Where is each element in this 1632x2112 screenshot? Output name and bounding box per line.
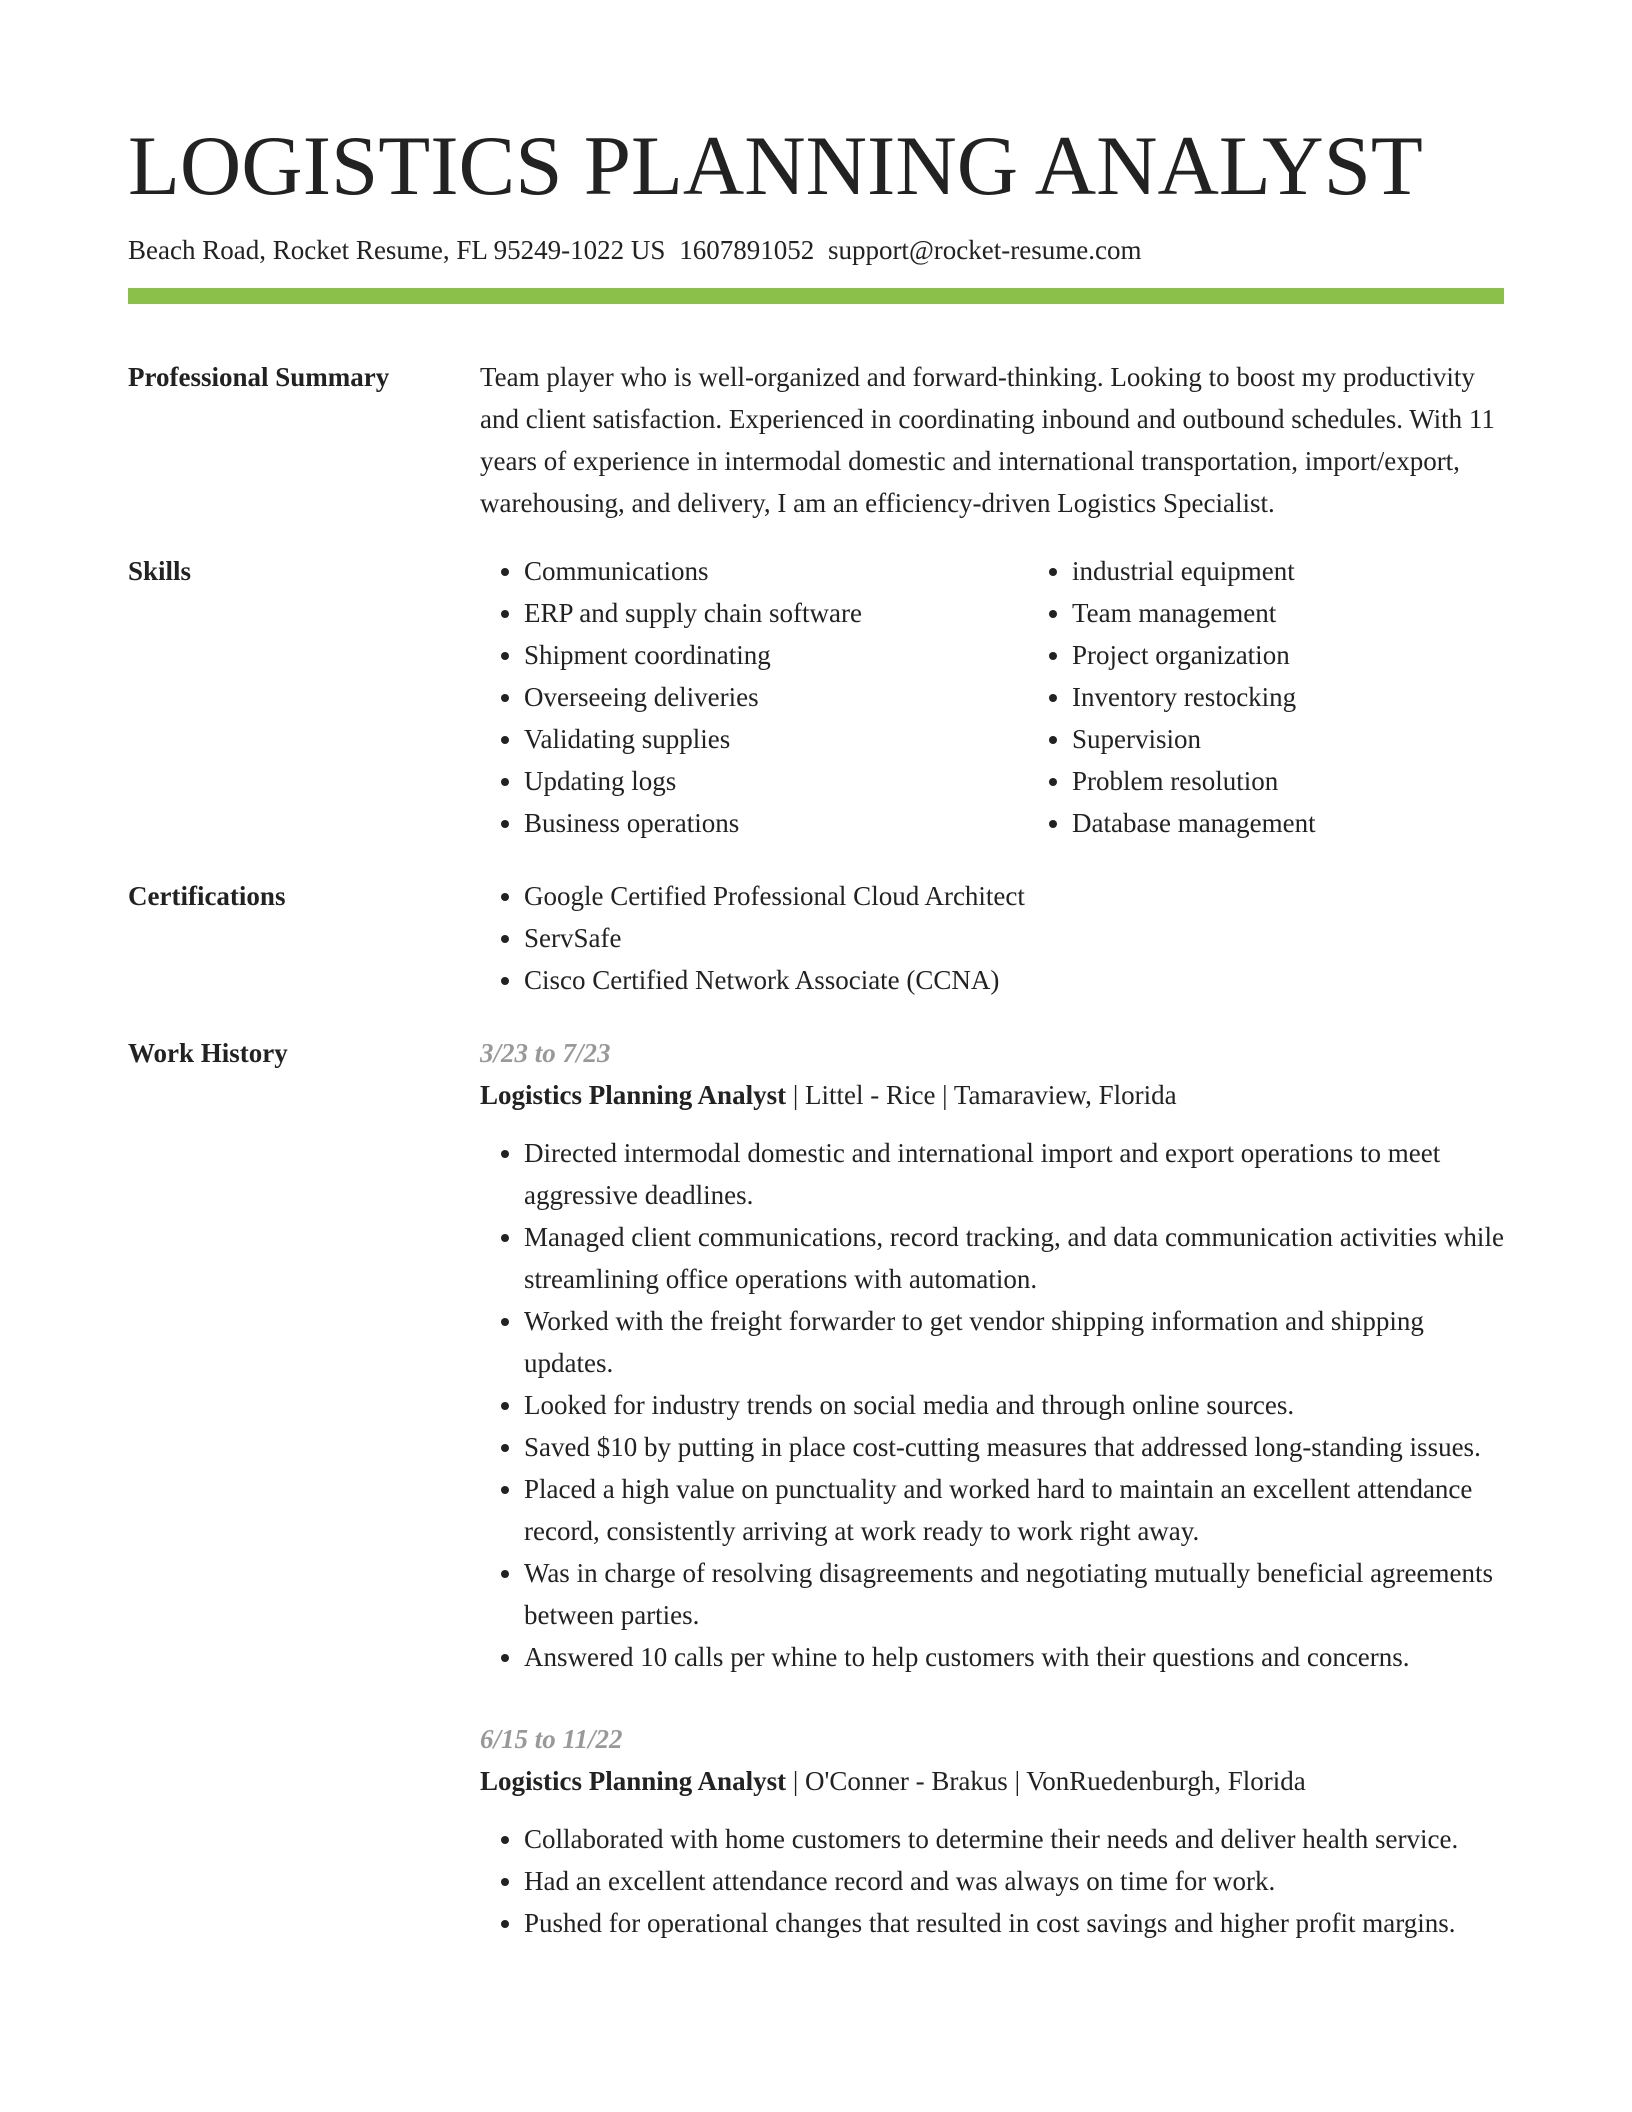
job-entry (480, 1718, 1504, 1944)
section-summary (128, 356, 1504, 524)
skills-list-right (1028, 550, 1576, 844)
resume-page (128, 119, 1504, 1984)
certification-item: • Google Certified Professional Cloud Architect (524, 875, 1504, 917)
job-dates: 3/23 to 7/23 (480, 1038, 611, 1069)
contact-line (128, 233, 1504, 268)
skill-item: • Communications (524, 550, 1028, 592)
job-bullet: • Had an excellent attendance record and was always on time for work. (524, 1860, 1504, 1902)
skill-item: • Problem resolution (1072, 760, 1576, 802)
contact-phone: 1607891052 (679, 235, 815, 265)
job-bullet: • Was in charge of resolving disagreements and negotiating mutually beneficial agreements between parties. (524, 1552, 1504, 1636)
job-bullet: • Worked with the freight forwarder to get vendor shipping information and shipping updates. (524, 1300, 1504, 1384)
section-title-certifications: Certifications (128, 881, 286, 912)
skill-item: • Project organization (1072, 634, 1576, 676)
contact-address: Beach Road, Rocket Resume, FL 95249-1022 US (128, 235, 666, 265)
job-bullet: • Directed intermodal domestic and international import and export operations to meet aggressive deadlines. (524, 1132, 1504, 1216)
job-title: Logistics Planning Analyst (480, 1766, 787, 1797)
job-heading (480, 1760, 1504, 1802)
job-bullets (480, 1818, 1504, 1944)
skill-item: • Validating supplies (524, 718, 1028, 760)
skills-list-left (480, 550, 1028, 844)
skill-item: • Supervision (1072, 718, 1576, 760)
section-title-summary: Professional Summary (128, 362, 390, 393)
job-bullet: • Managed client communications, record tracking, and data communication activities while streamlining office operations with automation. (524, 1216, 1504, 1300)
skill-item: • Team management (1072, 592, 1576, 634)
section-certifications (128, 875, 1504, 1001)
job-title: Logistics Planning Analyst (480, 1080, 787, 1111)
section-work-history (128, 1032, 1504, 1984)
resume-name: LOGISTICS PLANNING ANALYST (128, 119, 1423, 213)
certifications-list (480, 875, 1504, 1001)
skill-item: • Updating logs (524, 760, 1028, 802)
job-bullet: • Answered 10 calls per whine to help customers with their questions and concerns. (524, 1636, 1504, 1678)
skill-item: • Database management (1072, 802, 1576, 844)
job-details: | O'Conner - Brakus | VonRuedenburgh, Florida (786, 1766, 1306, 1797)
certification-item: • Cisco Certified Network Associate (CCNA) (524, 959, 1504, 1001)
skill-item: • Inventory restocking (1072, 676, 1576, 718)
job-bullet: • Collaborated with home customers to determine their needs and deliver health service. (524, 1818, 1504, 1860)
header-divider (128, 288, 1504, 304)
job-bullet: • Placed a high value on punctuality and worked hard to maintain an excellent attendance record, consistently arriving at work ready to work right away. (524, 1468, 1504, 1552)
skill-item: • Business operations (524, 802, 1028, 844)
contact-email: support@rocket-resume.com (827, 235, 1142, 265)
skill-item: • Overseeing deliveries (524, 676, 1028, 718)
job-details: | Littel - Rice | Tamaraview, Florida (786, 1080, 1177, 1111)
job-bullets (480, 1132, 1504, 1678)
job-bullet: • Saved $10 by putting in place cost-cutting measures that addressed long-standing issues. (524, 1426, 1504, 1468)
summary-text: Team player who is well-organized and forward-thinking. Looking to boost my productivity and client satisfaction. Experienced in coordinating inbound and outbound schedules. With 11 years of experience in intermodal domestic and international transportation, import/export, warehousing, and delivery, I am an efficiency-driven Logistics Specialist. (480, 362, 1495, 519)
section-title-work-history: Work History (128, 1038, 288, 1069)
job-bullet: • Pushed for operational changes that resulted in cost savings and higher profit margins. (524, 1902, 1504, 1944)
section-skills (128, 550, 1504, 844)
skill-item: • Shipment coordinating (524, 634, 1028, 676)
job-entry (480, 1032, 1504, 1678)
job-heading (480, 1074, 1504, 1116)
job-bullet: • Looked for industry trends on social media and through online sources. (524, 1384, 1504, 1426)
skill-item: • industrial equipment (1072, 550, 1576, 592)
section-title-skills: Skills (128, 556, 192, 587)
certification-item: • ServSafe (524, 917, 1504, 959)
skill-item: • ERP and supply chain software (524, 592, 1028, 634)
job-dates: 6/15 to 11/22 (480, 1724, 623, 1755)
